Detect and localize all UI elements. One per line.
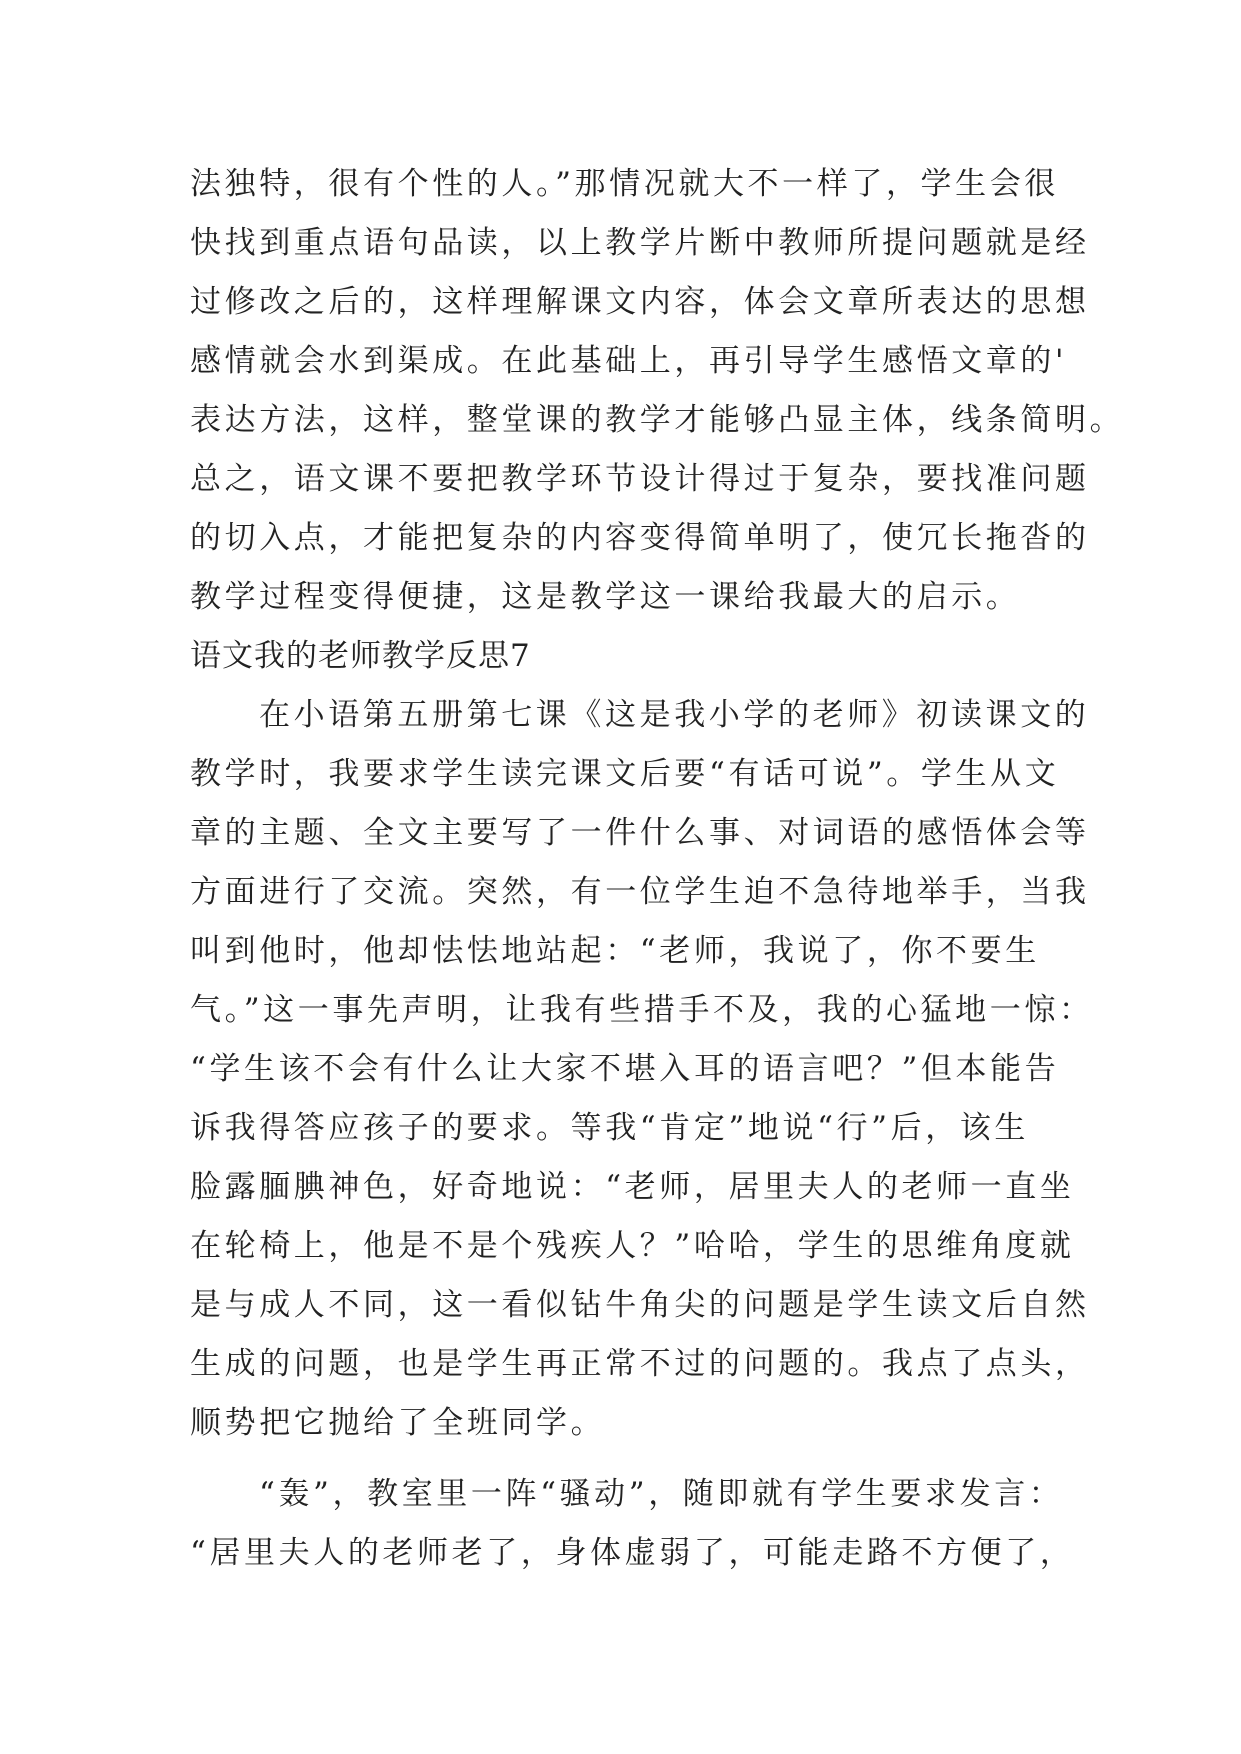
text-line: “轰”，教室里一阵“骚动”，随即就有学生要求发言：: [259, 1476, 1064, 1512]
document-body: [190, 155, 1125, 1583]
text-line: “居里夫人的老师老了，身体虚弱了，可能走路不方便了，: [190, 1535, 1075, 1571]
text-line: 感情就会水到渠成。在此基础上，再引导学生感悟文章的': [190, 343, 1068, 379]
text-line: 的切入点，才能把复杂的内容变得简单明了，使冗长拖沓的: [190, 520, 1090, 556]
text-line: 章的主题、全文主要写了一件什么事、对词语的感悟体会等: [190, 815, 1090, 851]
text-line: “学生该不会有什么让大家不堪入耳的语言吧？”但本能告: [190, 1051, 1060, 1087]
text-line: 诉我得答应孩子的要求。等我“肯定”地说“行”后，该生: [190, 1110, 1029, 1146]
text-line: 在小语第五册第七课《这是我小学的老师》初读课文的: [259, 697, 1090, 733]
text-line: 生成的问题，也是学生再正常不过的问题的。我点了点头，: [190, 1346, 1090, 1382]
text-line: 表达方法，这样，整堂课的教学才能够凸显主体，线条简明。: [190, 402, 1125, 438]
text-line: 气。”这一事先声明，让我有些措手不及，我的心猛地一惊：: [190, 992, 1094, 1028]
text-line: 方面进行了交流。突然，有一位学生迫不急待地举手，当我: [190, 874, 1090, 910]
text-line: 脸露腼腆神色，好奇地说：“老师，居里夫人的老师一直坐: [190, 1169, 1075, 1205]
text-line: 法独特，很有个性的人。”那情况就大不一样了，学生会很: [190, 166, 1059, 202]
text-line: 过修改之后的，这样理解课文内容，体会文章所表达的思想: [190, 284, 1090, 320]
text-line: 快找到重点语句品读，以上教学片断中教师所提问题就是经: [190, 225, 1090, 261]
text-line: 顺势把它抛给了全班同学。: [190, 1405, 606, 1441]
text-line: 教学过程变得便捷，这是教学这一课给我最大的启示。: [190, 579, 1021, 615]
text-line: 教学时，我要求学生读完课文后要“有话可说”。学生从文: [190, 756, 1060, 792]
text-line: 总之，语文课不要把教学环节设计得过于复杂，要找准问题: [190, 461, 1090, 497]
section-heading: 语文我的老师教学反思7: [190, 638, 531, 674]
text-line: 叫到他时，他却怯怯地站起：“老师，我说了，你不要生: [190, 933, 1040, 969]
text-line: 是与成人不同，这一看似钻牛角尖的问题是学生读文后自然: [190, 1287, 1090, 1323]
text-line: 在轮椅上，他是不是个残疾人？”哈哈，学生的思维角度就: [190, 1228, 1075, 1264]
